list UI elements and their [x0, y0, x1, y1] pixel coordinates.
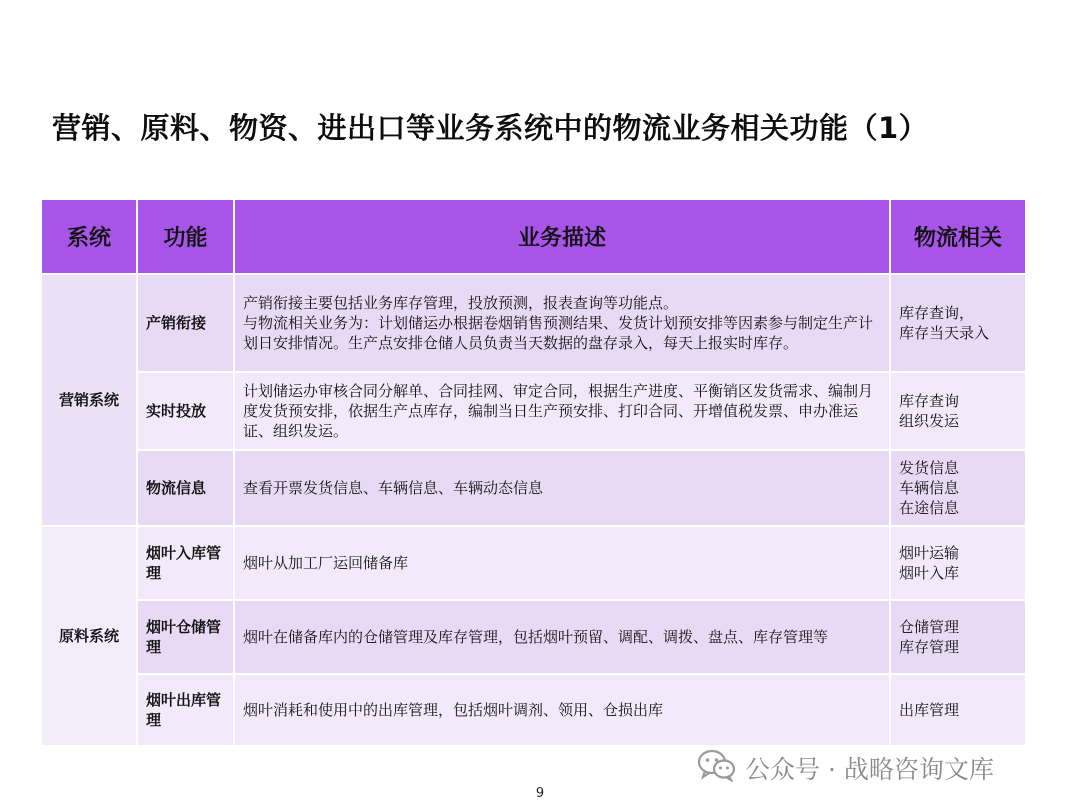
- header-logistics: 物流相关: [890, 199, 1026, 274]
- function-cell: 烟叶仓储管理: [137, 600, 234, 674]
- table-row: [41, 674, 1026, 746]
- table-row: [41, 600, 1026, 674]
- table-row: [41, 274, 1026, 372]
- header-description: 业务描述: [234, 199, 890, 274]
- header-function: 功能: [137, 199, 234, 274]
- table-row: [41, 450, 1026, 526]
- logistics-cell: 发货信息 车辆信息 在途信息: [890, 450, 1026, 526]
- description-cell: 烟叶消耗和使用中的出库管理，包括烟叶调剂、领用、仓损出库: [234, 674, 890, 746]
- page-title: 营销、原料、物资、进出口等业务系统中的物流业务相关功能（1）: [52, 111, 929, 145]
- logistics-cell: 库存查询 组织发运: [890, 372, 1026, 450]
- description-cell: 查看开票发货信息、车辆信息、车辆动态信息: [234, 450, 890, 526]
- table-header-row: [41, 199, 1026, 274]
- system-cell: 原料系统: [41, 526, 137, 746]
- logistics-function-table: [40, 198, 1027, 747]
- page-number: 9: [535, 786, 545, 801]
- watermark-text: 公众号 · 战略咨询文库: [745, 755, 994, 784]
- description-cell: 烟叶在储备库内的仓储管理及库存管理，包括烟叶预留、调配、调拨、盘点、库存管理等: [234, 600, 890, 674]
- description-cell: 产销衔接主要包括业务库存管理，投放预测，报表查询等功能点。 与物流相关业务为：计划储运办根据卷烟销售预测结果、发货计划预安排等因素参与制定生产计划日安排情况。生产点安排仓储人员负责当天数据的盘存录入，每天上报实时库存。: [234, 274, 890, 372]
- function-cell: 烟叶出库管理: [137, 674, 234, 746]
- logistics-cell: 仓储管理 库存管理: [890, 600, 1026, 674]
- logistics-cell: 库存查询， 库存当天录入: [890, 274, 1026, 372]
- description-cell: 计划储运办审核合同分解单、合同挂网、审定合同，根据生产进度、平衡销区发货需求、编制月度发货预安排，依据生产点库存，编制当日生产预安排、打印合同、开增值税发票、申办准运证、组织发运。: [234, 372, 890, 450]
- function-cell: 物流信息: [137, 450, 234, 526]
- system-cell: 营销系统: [41, 274, 137, 526]
- description-cell: 烟叶从加工厂运回储备库: [234, 526, 890, 600]
- watermark: [697, 748, 994, 788]
- function-cell: 烟叶入库管理: [137, 526, 234, 600]
- wechat-icon: [697, 748, 737, 788]
- header-system: 系统: [41, 199, 137, 274]
- table-row: [41, 372, 1026, 450]
- logistics-cell: 出库管理: [890, 674, 1026, 746]
- table-row: [41, 526, 1026, 600]
- function-cell: 产销衔接: [137, 274, 234, 372]
- logistics-cell: 烟叶运输 烟叶入库: [890, 526, 1026, 600]
- function-cell: 实时投放: [137, 372, 234, 450]
